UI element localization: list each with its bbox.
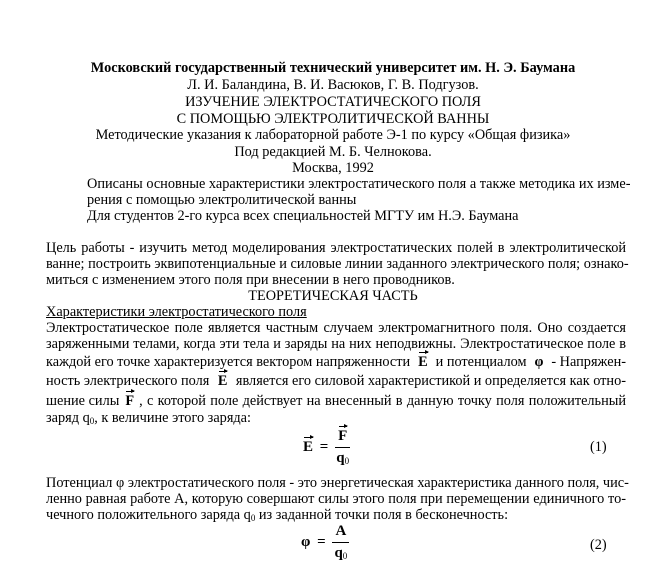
p1-line-6-text-a: заряд q [46, 410, 90, 426]
title-line-1: ИЗУЧЕНИЕ ЭЛЕКТРОСТАТИЧЕСКОГО ПОЛЯ [185, 94, 481, 110]
city-year: Москва, 1992 [292, 160, 374, 176]
guidelines: Методические указания к лабораторной работе Э-1 по курсу «Общая физика» [95, 127, 571, 143]
p1-line-2: заряженными телами, когда эти тела и заряды на них неподвижны. Электростатическое поле в [46, 336, 626, 352]
vector-e-symbol: E [217, 373, 228, 389]
editor: Под редакцией М. Б. Челнокова. [234, 144, 432, 160]
annotation-line-2: рения с помощью электролитической ванны [87, 192, 357, 208]
eq1-denominator [335, 448, 350, 467]
p2-line-3-text-a: чечного положительного заряда q [46, 507, 251, 523]
p2-line-3 [46, 507, 508, 526]
p1-line-3-text-c: - Напряжен- [551, 354, 626, 370]
p1-line-6 [46, 410, 251, 429]
university-name: Московский государственный технический университет им. Н. Э. Баумана [90, 60, 576, 76]
p1-line-5 [46, 393, 626, 409]
eq1-numerator-f: F [338, 428, 348, 444]
audience: Для студентов 2-го курса всех специальностей МГТУ им Н.Э. Баумана [87, 208, 519, 224]
equation-1 [303, 428, 350, 467]
theory-subheading: Характеристики электростатического поля [46, 304, 307, 320]
p1-line-1: Электростатическое поле является частным случаем электромагнитного поля. Оно создается [46, 320, 626, 336]
p2-line-1: Потенциал φ электростатического поля - это энергетическая характеристика данного поля, чис- [46, 475, 629, 491]
eq1-denominator-q: q [336, 450, 345, 466]
authors: Л. И. Баландина, В. И. Васюков, Г. В. Подгузов. [187, 77, 479, 93]
eq1-lhs-e: E [303, 439, 314, 455]
equation-2 [301, 523, 349, 562]
p1-line-5-text-a: шение силы [46, 393, 120, 409]
goal-line-2: ванне; построить эквипотенциальные и силовые линии заданного электрического поля; ознако- [46, 256, 629, 272]
goal-line-3: миться с изменением этого поля при внесении в него проводников. [46, 272, 455, 288]
p2-line-2: ленно равная работе А, которую совершают силы этого поля при перемещении единичного то- [46, 491, 626, 507]
theory-heading: ТЕОРЕТИЧЕСКАЯ ЧАСТЬ [248, 288, 418, 304]
vector-f-symbol: F [125, 393, 135, 409]
equation-2-number: (2) [590, 537, 607, 553]
eq2-equals: = [317, 534, 326, 550]
p1-line-5-text-b: , с которой поле действует на внесенный в данную точку поля положительный [139, 393, 626, 409]
eq2-numerator: A [332, 523, 349, 543]
eq1-numerator [335, 428, 350, 448]
eq2-denominator-q: q [334, 545, 343, 561]
annotation-line-1: Описаны основные характеристики электростатического поля а также методика их изме- [87, 176, 631, 192]
goal-line-1: Цель работы - изучить метод моделирования электростатических полей в электролитической [46, 240, 626, 256]
eq1-fraction [335, 428, 350, 467]
title-line-2: С ПОМОЩЬЮ ЭЛЕКТРОЛИТИЧЕСКОЙ ВАННЫ [176, 111, 490, 127]
p2-line-3-text-b: из заданной точки поля в бесконечность: [255, 507, 509, 523]
p1-line-4 [46, 373, 626, 389]
p1-line-3 [46, 354, 626, 370]
eq2-denominator-sub: 0 [342, 551, 348, 561]
equation-1-number: (1) [590, 439, 607, 455]
p1-line-4-text-a: ность электрического поля [46, 373, 210, 389]
p1-line-6-text-b: , к величине этого заряда: [94, 410, 251, 426]
p1-line-3-text-a: каждой его точке характеризуется вектором напряженности [46, 354, 411, 370]
eq2-denominator [332, 543, 349, 562]
phi-symbol: φ [534, 354, 544, 370]
q-subscript: 0 [250, 513, 256, 523]
p1-line-3-text-b: и потенциалом [435, 354, 527, 370]
p1-line-4-text-b: является его силовой характеристикой и определяется как отно- [235, 373, 626, 389]
vector-e-symbol: E [418, 354, 428, 370]
q-subscript: 0 [89, 416, 95, 426]
eq1-equals: = [319, 439, 329, 455]
eq2-fraction [332, 523, 349, 562]
eq1-denominator-sub: 0 [344, 456, 350, 466]
eq2-lhs-phi: φ [301, 534, 311, 550]
